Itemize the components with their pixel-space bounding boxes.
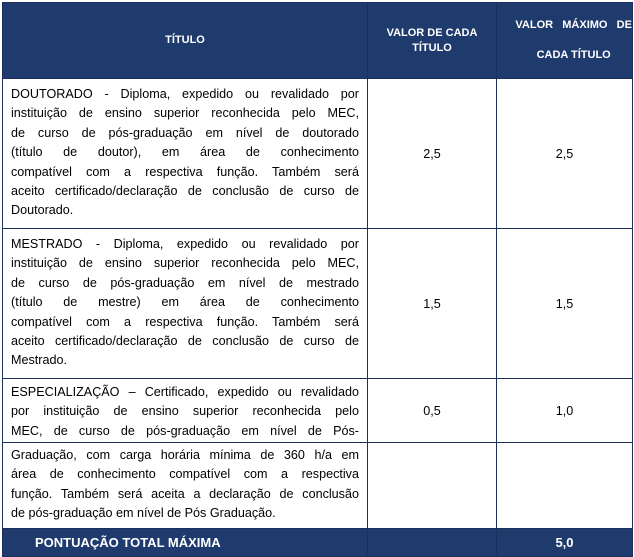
text-line: aceito certificado/declaração de conclusão de curso de bbox=[11, 334, 359, 349]
continued-maximo bbox=[497, 443, 633, 529]
text-line: Mestrado. bbox=[11, 353, 67, 368]
total-value: 5,0 bbox=[497, 529, 633, 557]
header-valor-line2: TÍTULO bbox=[412, 41, 452, 54]
especializacao-description bbox=[3, 379, 368, 443]
text-line: ESPECIALIZAÇÃO – Certificado, expedido ou revalidado bbox=[11, 385, 359, 399]
text-line: MEC, de curso de pós-graduação em nível de Pós- bbox=[11, 423, 359, 438]
header-valor-maximo bbox=[497, 3, 633, 79]
table-row-especializacao bbox=[3, 379, 633, 443]
text-line: função. Também será aceita a declaração de conclusão bbox=[11, 486, 359, 501]
mestrado-valor: 1,5 bbox=[368, 229, 497, 379]
text-line: instituição de ensino superior reconhecida pelo MEC, bbox=[11, 256, 359, 271]
especializacao-maximo: 1,0 bbox=[497, 379, 633, 443]
doutorado-valor: 2,5 bbox=[368, 79, 497, 229]
mestrado-description bbox=[3, 229, 368, 379]
mestrado-maximo: 1,5 bbox=[497, 229, 633, 379]
text-line: instituição de ensino superior reconhecida pelo MEC, bbox=[11, 106, 359, 121]
table-row-mestrado bbox=[3, 229, 633, 379]
header-maximo-line1: VALOR MÁXIMO DE bbox=[515, 19, 632, 31]
doutorado-description bbox=[3, 79, 368, 229]
text-line: Graduação, com carga horária mínima de 360 h/a em bbox=[11, 448, 359, 462]
table-header-row bbox=[3, 3, 633, 79]
especializacao-description-continued bbox=[3, 443, 368, 529]
header-valor-cada-titulo bbox=[368, 3, 497, 79]
text-line: DOUTORADO - Diploma, expedido ou revalidado por bbox=[11, 87, 359, 101]
header-valor-line1: VALOR DE CADA bbox=[386, 26, 478, 39]
doutorado-maximo: 2,5 bbox=[497, 79, 633, 229]
text-line: (título de mestre) em área de conhecimento bbox=[11, 295, 359, 310]
text-line: por instituição de ensino superior reconhecida pelo bbox=[11, 404, 359, 419]
text-line: compatível com a respectiva função. Também será bbox=[11, 314, 359, 329]
text-line: área de conhecimento compatível com a respectiva bbox=[11, 467, 359, 482]
text-line: aceito certificado/declaração de conclusão de curso de bbox=[11, 184, 359, 199]
header-maximo-line2: CADA TÍTULO bbox=[536, 49, 611, 61]
text-line: compatível com a respectiva função. Também será bbox=[11, 164, 359, 179]
titles-score-table bbox=[2, 2, 633, 557]
text-line: Doutorado. bbox=[11, 203, 74, 218]
header-titulo: TÍTULO bbox=[3, 3, 368, 79]
especializacao-valor: 0,5 bbox=[368, 379, 497, 443]
total-spacer bbox=[368, 529, 497, 557]
continued-valor bbox=[368, 443, 497, 529]
text-line: de curso de pós-graduação em nível de mestrado bbox=[11, 275, 359, 290]
total-label: PONTUAÇÃO TOTAL MÁXIMA bbox=[3, 529, 368, 557]
table-row-doutorado bbox=[3, 79, 633, 229]
text-line: de pós-graduação em nível de Pós Graduação. bbox=[11, 506, 276, 521]
text-line: de curso de pós-graduação em nível de doutorado bbox=[11, 125, 359, 140]
text-line: (título de doutor), em área de conhecimento bbox=[11, 145, 359, 160]
table-row-especializacao-continued bbox=[3, 443, 633, 529]
total-row bbox=[3, 529, 633, 557]
text-line: MESTRADO - Diploma, expedido ou revalidado por bbox=[11, 237, 359, 251]
